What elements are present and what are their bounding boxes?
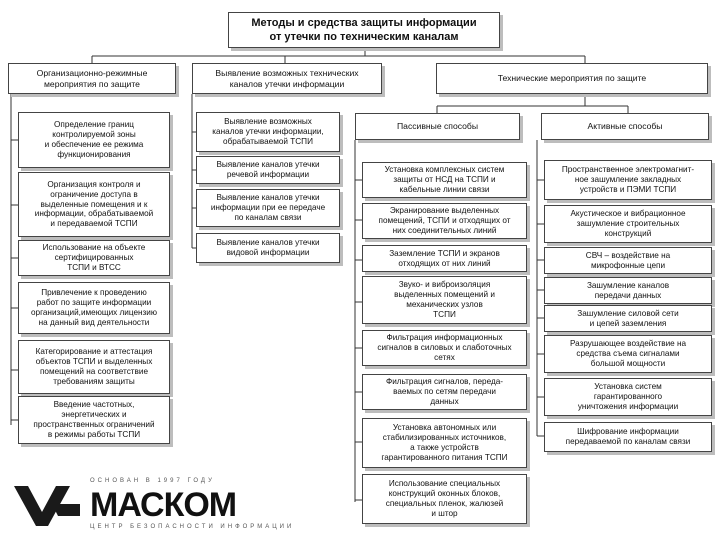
logo-founded-text: ОСНОВАН В 1997 ГОДУ xyxy=(90,478,215,484)
logo-subtitle: ЦЕНТР БЕЗОПАСНОСТИ ИНФОРМАЦИИ xyxy=(90,524,295,530)
passive-item: Установка автономных или стабилизированных источников, а также устройств гарантированного питания ТСПИ xyxy=(362,418,527,468)
passive-item: Экранирование выделенных помещений, ТСПИ и отходящих от них соединительных линий xyxy=(362,203,527,239)
org-item: Организация контроля и ограничение доступа в выделенные помещения и к информации, обрабатываемой и передаваемой ТСПИ xyxy=(18,172,170,237)
passive-item: Заземление ТСПИ и экранов отходящих от них линий xyxy=(362,245,527,272)
org-item: Привлечение к проведению работ по защите информации организаций,имеющих лицензию на данный вид деятельности xyxy=(18,282,170,334)
passive-item: Фильтрация информационных сигналов в силовых и слаботочных сетях xyxy=(362,330,527,366)
maskom-emblem-icon xyxy=(12,484,82,528)
active-item: Зашумление каналов передачи данных xyxy=(544,277,712,304)
diagram-title: Методы и средства защиты информации от утечки по техническим каналам xyxy=(228,12,500,48)
header-organizational: Организационно-режимные мероприятия по защите xyxy=(8,63,176,94)
passive-item: Фильтрация сигналов, переда- ваемых по сетям передачи данных xyxy=(362,374,527,410)
passive-item: Установка комплексных систем защиты от НСД на ТСПИ и кабельные линии связи xyxy=(362,162,527,198)
header-detection: Выявление возможных технических каналов утечки информации xyxy=(192,63,382,94)
detect-item: Выявление возможных каналов утечки информации, обрабатываемой ТСПИ xyxy=(196,112,340,152)
org-item: Категорирование и аттестация объектов ТСПИ и выделенных помещений на соответствие требованиям защиты xyxy=(18,340,170,394)
passive-item: Использование специальных конструкций оконных блоков, специальных пленок, жалюзей и штор xyxy=(362,474,527,524)
passive-methods-header: Пассивные способы xyxy=(355,113,520,140)
detect-item: Выявление каналов утечки речевой информации xyxy=(196,156,340,184)
org-item: Введение частотных, энергетических и пространственных ограничений в режимы работы ТСПИ xyxy=(18,396,170,444)
maskom-logo xyxy=(12,478,295,536)
detect-item: Выявление каналов утечки видовой информации xyxy=(196,233,340,263)
active-item: Установка систем гарантированного уничтожения информации xyxy=(544,378,712,416)
org-item: Использование на объекте сертифицированных ТСПИ и ВТСС xyxy=(18,240,170,276)
active-item: Зашумление силовой сети и цепей заземления xyxy=(544,305,712,332)
active-methods-header: Активные способы xyxy=(541,113,709,140)
detect-item: Выявление каналов утечки информации при ее передаче по каналам связи xyxy=(196,189,340,227)
active-item: Разрушающее воздействие на средства съема сигналами большой мощности xyxy=(544,335,712,373)
active-item: СВЧ – воздействие на микрофонные цепи xyxy=(544,247,712,274)
active-item: Шифрование информации передаваемой по каналам связи xyxy=(544,422,712,452)
org-item: Определение границ контролируемой зоны и обеспечение ее режима функционирования xyxy=(18,112,170,168)
header-technical: Технические мероприятия по защите xyxy=(436,63,708,94)
logo-name: МАСКОМ xyxy=(90,486,237,524)
active-item: Акустическое и вибрационное зашумление строительных конструкций xyxy=(544,205,712,243)
passive-item: Звуко- и виброизоляция выделенных помещений и механических узлов ТСПИ xyxy=(362,276,527,324)
active-item: Пространственное электромагнит- ное зашумление закладных устройств и ПЭМИ ТСПИ xyxy=(544,160,712,200)
